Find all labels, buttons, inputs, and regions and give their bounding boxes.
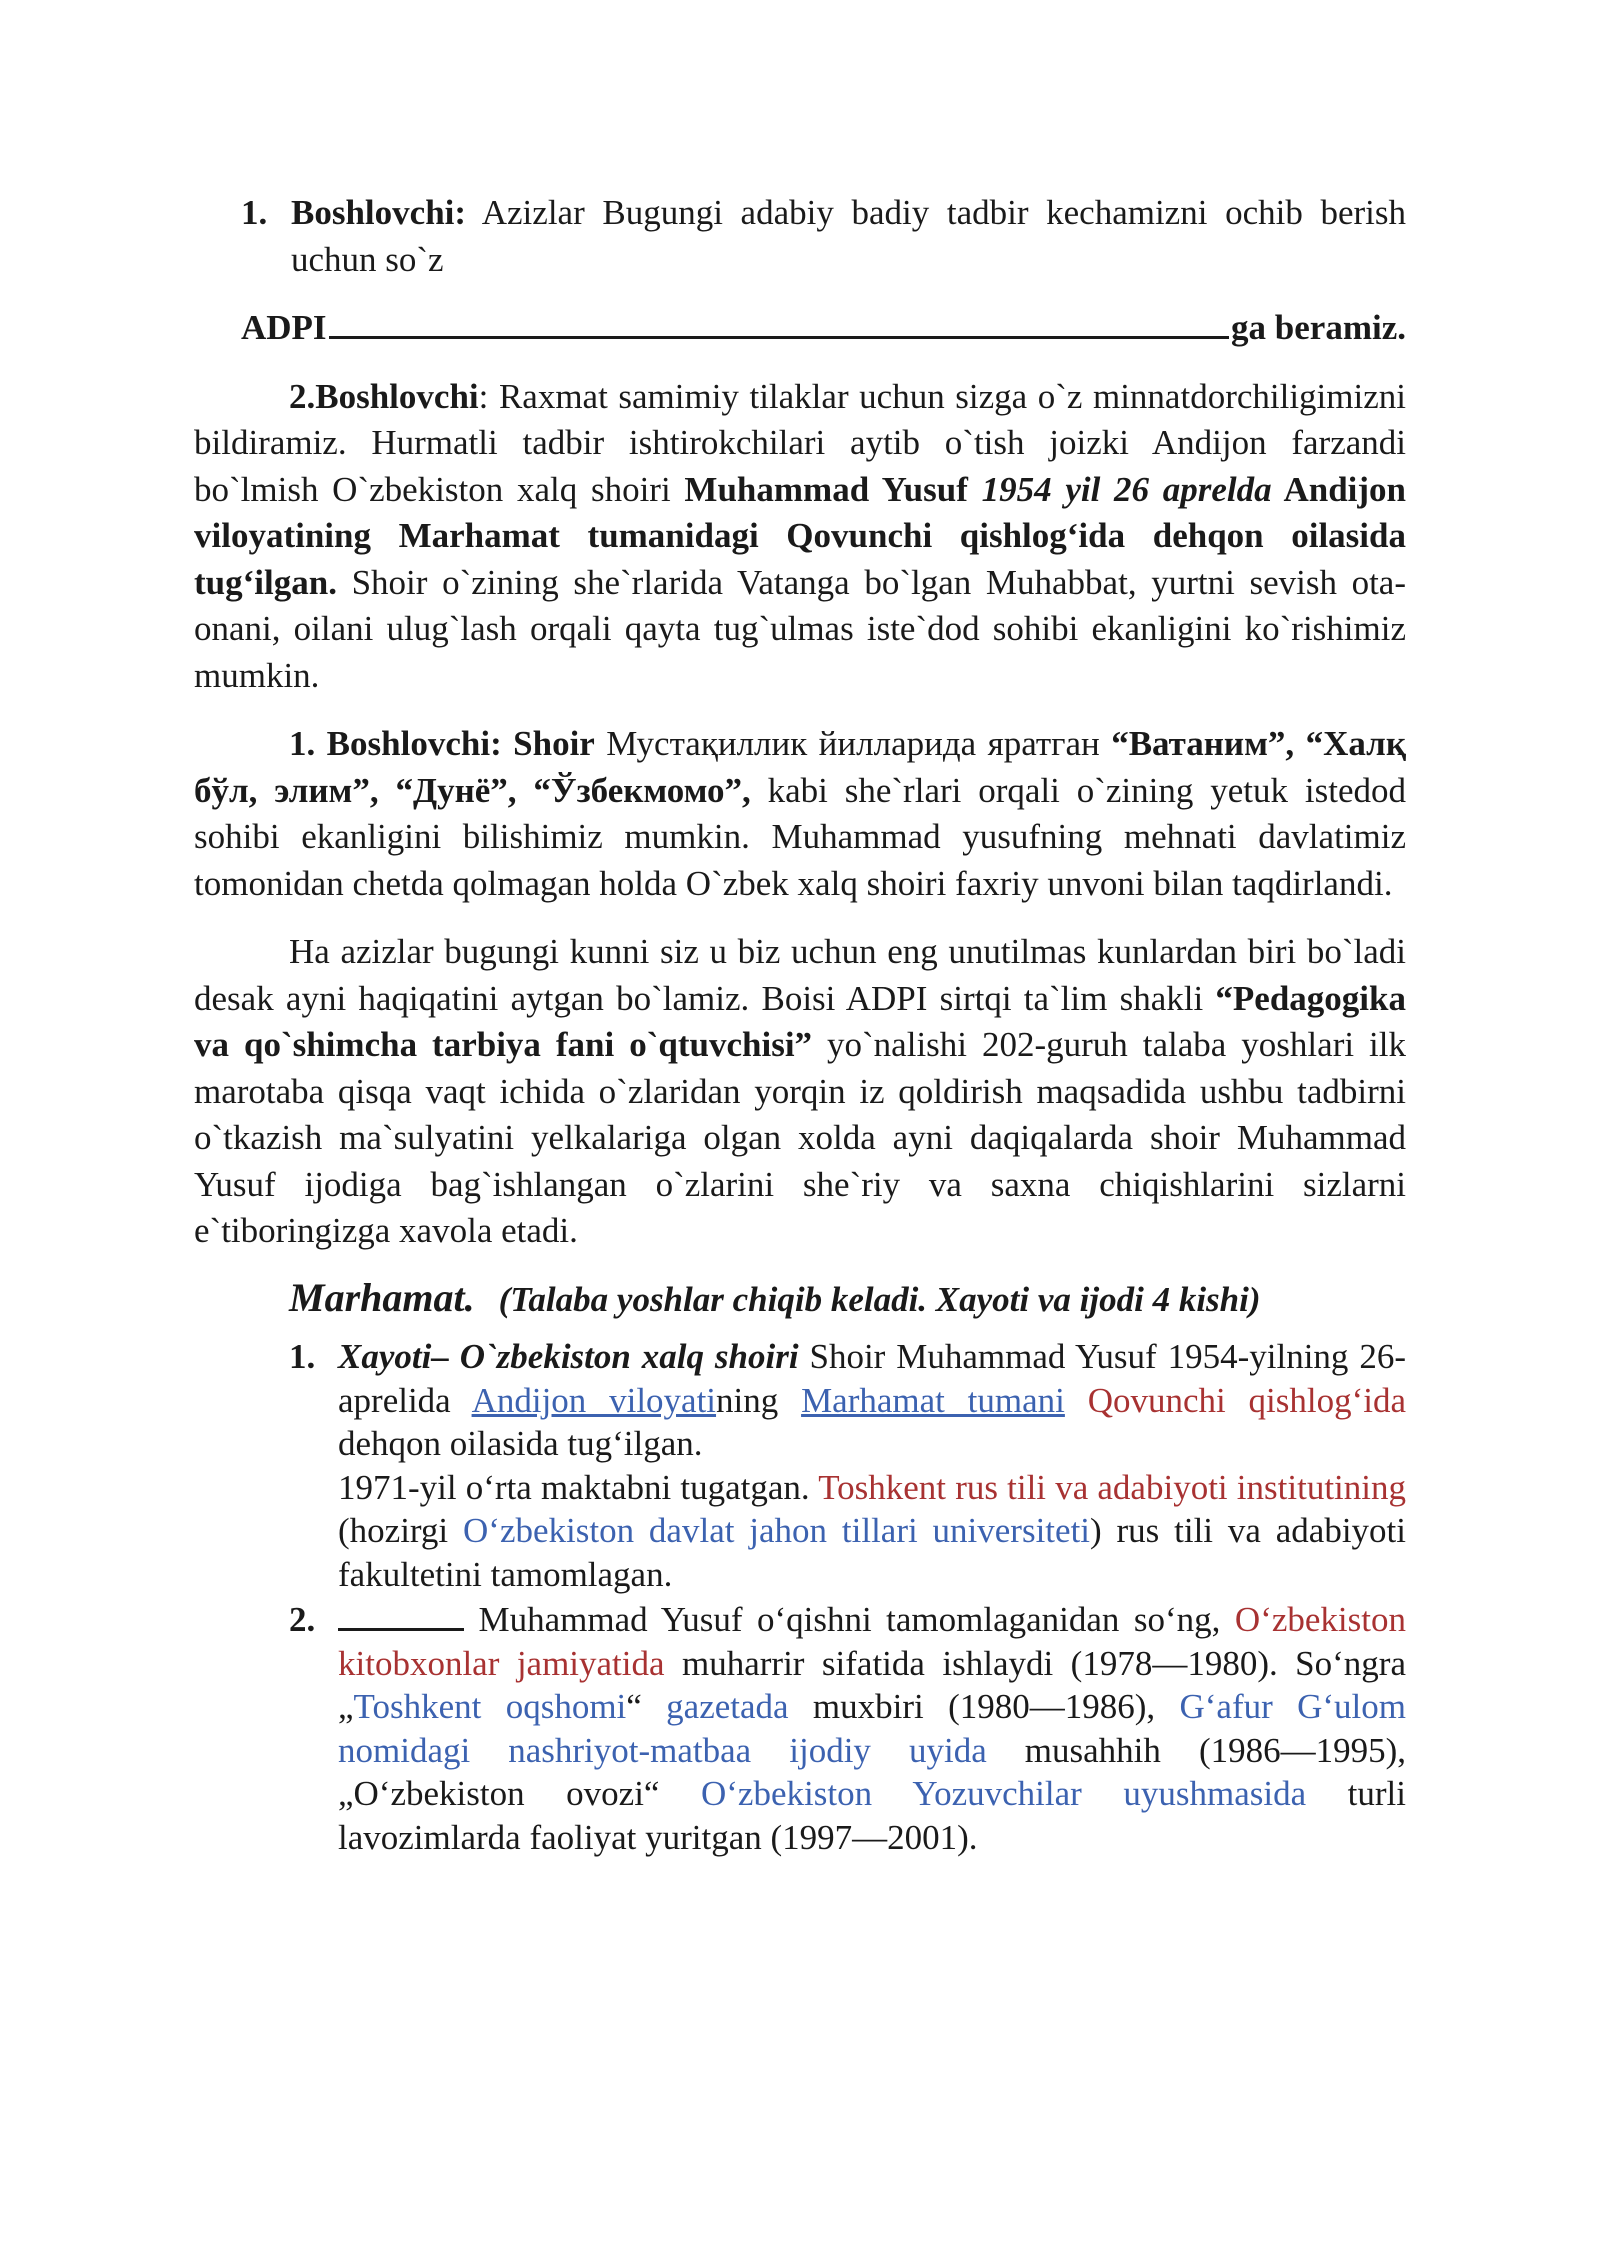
- paragraph-event: Ha azizlar bugungi kunni siz u biz uchun eng unutilmas kunlardan biri bo`ladi desak ayni haqiqatini aytgan bo`lamiz. Boisi ADPI sirtqi ta`lim shakli “Pedagogika va qo`shimcha tarbiya fani o`qtuvchisi” yo`nalishi 202-guruh talaba yoshlari ilk marotaba qisqa vaqt ichida o`zlaridan yorqin iz qoldirish maqsadida ushbu tadbirni o`tkazish ma`sulyatini yelkalariga olgan xolda ayni daqiqalarda shoir Muhammad Yusuf ijodiga bag`ishlangan o`zlarini she`riy va saxna chiqishlarini sizlarni e`tiboringizga xavola etadi.: [194, 932, 1406, 1250]
- speaker-label: Boshlovchi:: [291, 193, 467, 232]
- intro-text: Azizlar Bugungi adabiy badiy tadbir kechamizni ochib berish uchun so`z: [291, 193, 1406, 279]
- blank-line: [338, 1598, 464, 1631]
- birth-place: Andijon viloyatining Marhamat tumanidagi Qovunchi qishlog‘ida dehqon oilasida tug‘ilgan.: [194, 469, 1407, 602]
- speaker-label: 2.Boshlovchi: [289, 376, 479, 416]
- link-university[interactable]: O‘zbekiston davlat jahon tillari universiteti: [463, 1511, 1091, 1550]
- bio-item-2: 2. Muhammad Yusuf o‘qishni tamomlaganidan so‘ng, O‘zbekiston kitobxonlar jamiyatida muharrir sifatida ishlaydi (1978—1980). So‘ngra „Toshkent oqshomi“ gazetada muxbiri (1980—1986), G‘afur G‘ulom nomidagi nashriyot-matbaa ijodiy uyida musahhih (1986—1995), „O‘zbekiston ovozi“ O‘zbekiston Yozuvchilar uyushmasida turli lavozimlarda faoliyat yuritgan (1997—2001).: [289, 1600, 1407, 1857]
- link-marhamat[interactable]: Marhamat tumani: [801, 1380, 1065, 1420]
- document-page: [194, 190, 1406, 1859]
- stage-note: (Talaba yoshlar chiqib keladi. Xayoti va ijodi 4 kishi): [498, 1279, 1261, 1319]
- adpi-suffix: ga beramiz.: [1231, 308, 1406, 347]
- adpi-line: [194, 305, 1406, 352]
- list-number: 1.: [289, 1337, 316, 1376]
- link-kitobxonlar[interactable]: O‘zbekiston kitobxonlar jamiyatida: [338, 1600, 1406, 1683]
- link-gazeta[interactable]: gazetada: [666, 1687, 789, 1726]
- link-qovunchi[interactable]: Qovunchi qishlog‘ida: [1087, 1380, 1406, 1420]
- list-number: 2.: [289, 1600, 316, 1639]
- speaker-label: 1. Boshlovchi: Shoir: [289, 724, 595, 763]
- birth-date: 1954 yil 26 aprelda: [981, 469, 1272, 509]
- paragraph-poems: 1. Boshlovchi: Shoir Мустақиллик йилларида яратган “Ватаним”, “Халқ бўл, элим”, “Дунё”, “Ўзбекмомо”, kabi she`rlari orqali o`zining yetuk istedod sohibi ekanligini bilishimiz mumkin. Muhammad yusufning mehnati davlatimiz tomonidan chetda qolmagan holda O`zbek xalq shoiri faxriy unvoni bilan taqdirlandi.: [194, 724, 1406, 903]
- poet-name: Muhammad Yusuf: [684, 469, 968, 509]
- paragraph-thanks: 2.Boshlovchi: Raxmat samimiy tilaklar uchun sizga o`z minnatdorchiligimizni bildiramiz. Hurmatli tadbir ishtirokchilari aytib o`tish joizki Andijon farzandi bo`lmish O`zbekiston xalq shoiri Muhammad Yusuf 1954 yil 26 aprelda Andijon viloyatining Marhamat tumanidagi Qovunchi qishlog‘ida dehqon oilasida tug‘ilgan. Shoir o`zining she`rlarida Vatanga bo`lgan Muhabbat, yurtni sevish ota-onani, oilani ulug`lash orqali qayta tug`ulmas iste`dod sohibi ekanligini ko`rishimiz mumkin.: [194, 376, 1407, 695]
- link-toshkent-oqshomi[interactable]: Toshkent oqshomi: [353, 1687, 627, 1726]
- blank-line: [329, 306, 1229, 339]
- link-institute[interactable]: Toshkent rus tili va adabiyoti institutining: [818, 1467, 1406, 1507]
- marhamat-line: [194, 1275, 1406, 1324]
- bio-item-1: 1. Xayoti– O`zbekiston xalq shoiri Shoir Muhammad Yusuf 1954-yilning 26-aprelida Andijon viloyatining Marhamat tumani Qovunchi qishlog‘ida dehqon oilasida tug‘ilgan. 1971-yil o‘rta maktabni tugatgan. Toshkent rus tili va adabiyoti institutining (hozirgi O‘zbekiston davlat jahon tillari universiteti) rus tili va adabiyoti fakultetini tamomlagan.: [289, 1337, 1406, 1594]
- link-andijon[interactable]: Andijon viloyati: [471, 1380, 717, 1420]
- link-yozuvchilar[interactable]: O‘zbekiston Yozuvchilar uyushmasida: [701, 1774, 1307, 1813]
- bio-heading: Xayoti– O`zbekiston xalq shoiri: [338, 1337, 799, 1376]
- list-number: 1.: [241, 193, 268, 232]
- paragraph-intro: [194, 190, 1406, 283]
- adpi-label: ADPI: [241, 308, 327, 347]
- program-name: “Pedagogika va qo`shimcha tarbiya fani o`qtuvchisi”: [194, 978, 1406, 1064]
- link-gafur-gulom[interactable]: G‘afur G‘ulom nomidagi nashriyot-matbaa ijodiy uyida: [338, 1687, 1406, 1770]
- marhamat-title: Marhamat.: [289, 1274, 475, 1320]
- poem-titles: “Ватаним”, “Халқ бўл, элим”, “Дунё”, “Ўзбекмомо”,: [194, 724, 1406, 810]
